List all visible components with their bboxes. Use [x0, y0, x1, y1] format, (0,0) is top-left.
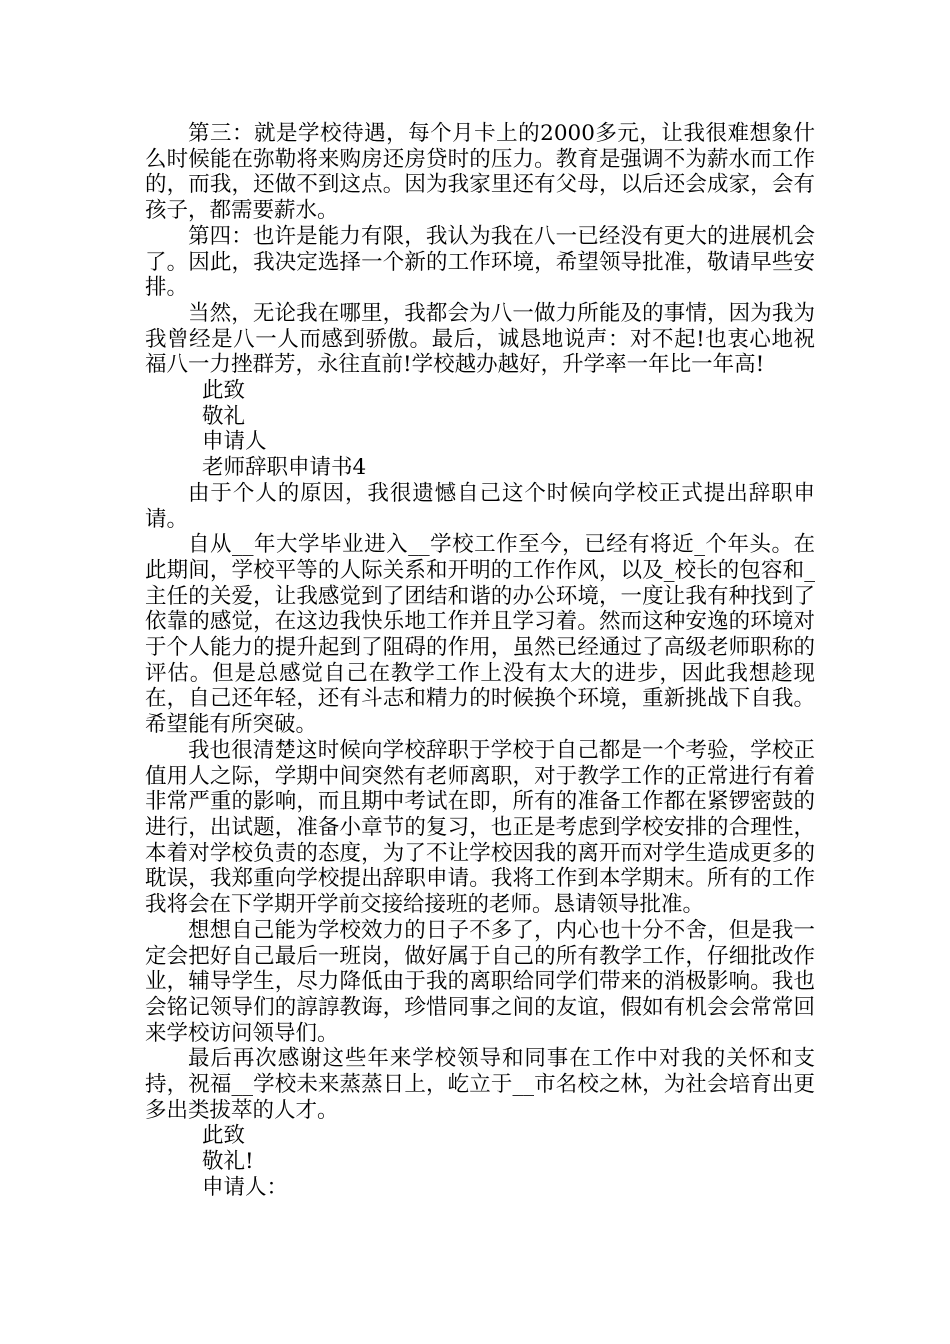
closing-salutation-2: 此致: [202, 1123, 246, 1149]
paragraph-third-point: 第三：就是学校待遇，每个月卡上的2000多元，让我很难想象什么时候能在弥勒将来购房还房贷时的压力。教育是强调不为薪水而工作的，而我，还做不到这点。因为我家里还有父母，以后还会成家，会有孩子，都需要薪水。: [145, 121, 815, 224]
closing-salutation: 此致: [202, 378, 246, 404]
paragraph-consideration: 我也很清楚这时候向学校辞职于学校于自己都是一个考验，学校正值用人之际，学期中间突然有老师离职，对于教学工作的正常进行有着非常严重的影响，而且期中考试在即，所有的准备工作都在紧锣密鼓的进行，出试题，准备小章节的复习，也正是考虑到学校安排的合理性，本着对学校负责的态度，为了不让学校因我的离开而对学生造成更多的耽误，我郑重向学校提出辞职申请。我将工作到本学期末。所有的工作我将会在下学期开学前交接给接班的老师。恳请领导批准。: [145, 737, 815, 918]
closing-regards-2: 敬礼!: [202, 1149, 254, 1175]
closing-applicant-2: 申请人：: [202, 1174, 289, 1200]
closing-applicant: 申请人: [202, 429, 267, 455]
paragraph-thanks: 最后再次感谢这些年来学校领导和同事在工作中对我的关怀和支持，祝福__学校未来蒸蒸日上，屹立于__市名校之林，为社会培育出更多出类拔萃的人才。: [145, 1046, 815, 1123]
section-title: 老师辞职申请书4: [202, 455, 367, 481]
document-body: [145, 121, 815, 1201]
paragraph-fourth-point: 第四：也许是能力有限，我认为我在八一已经没有更大的进展机会了。因此，我决定选择一个新的工作环境，希望领导批准，敬请早些安排。: [145, 223, 815, 301]
paragraph-commitment: 想想自己能为学校效力的日子不多了，内心也十分不舍，但是我一定会把好自己最后一班岗，做好属于自己的所有教学工作，仔细批改作业，辅导学生，尽力降低由于我的离职给同学们带来的消极影响。我也会铭记领导们的諄諄教诲，珍惜同事之间的友谊，假如有机会会常常回来学校访问领导们。: [145, 917, 815, 1046]
closing-regards: 敬礼: [202, 403, 246, 429]
paragraph-history: 自从__年大学毕业进入__学校工作至今，已经有将近_个年头。在此期间，学校平等的人际关系和开明的工作作风，以及_校长的包容和_主任的关爱，让我感觉到了团结和谐的办公环境，一度让我有种找到了依靠的感觉，在这边我快乐地工作并且学习着。然而这种安逸的环境对于个人能力的提升起到了阻碍的作用，虽然已经通过了高级老师职称的评估。但是总感觉自己在教学工作上没有太大的进步，因此我想趁现在，自己还年轻，还有斗志和精力的时候换个环境，重新挑战下自我。希望能有所突破。: [145, 532, 815, 738]
paragraph-reason: 由于个人的原因，我很遗憾自己这个时候向学校正式提出辞职申请。: [145, 480, 815, 532]
paragraph-conclusion: 当然，无论我在哪里，我都会为八一做力所能及的事情，因为我为我曾经是八一人而感到骄傲。最后，诚恳地说声：对不起!也衷心地祝福八一力挫群芳，永往直前!学校越办越好，升学率一年比一年高!: [145, 300, 815, 378]
